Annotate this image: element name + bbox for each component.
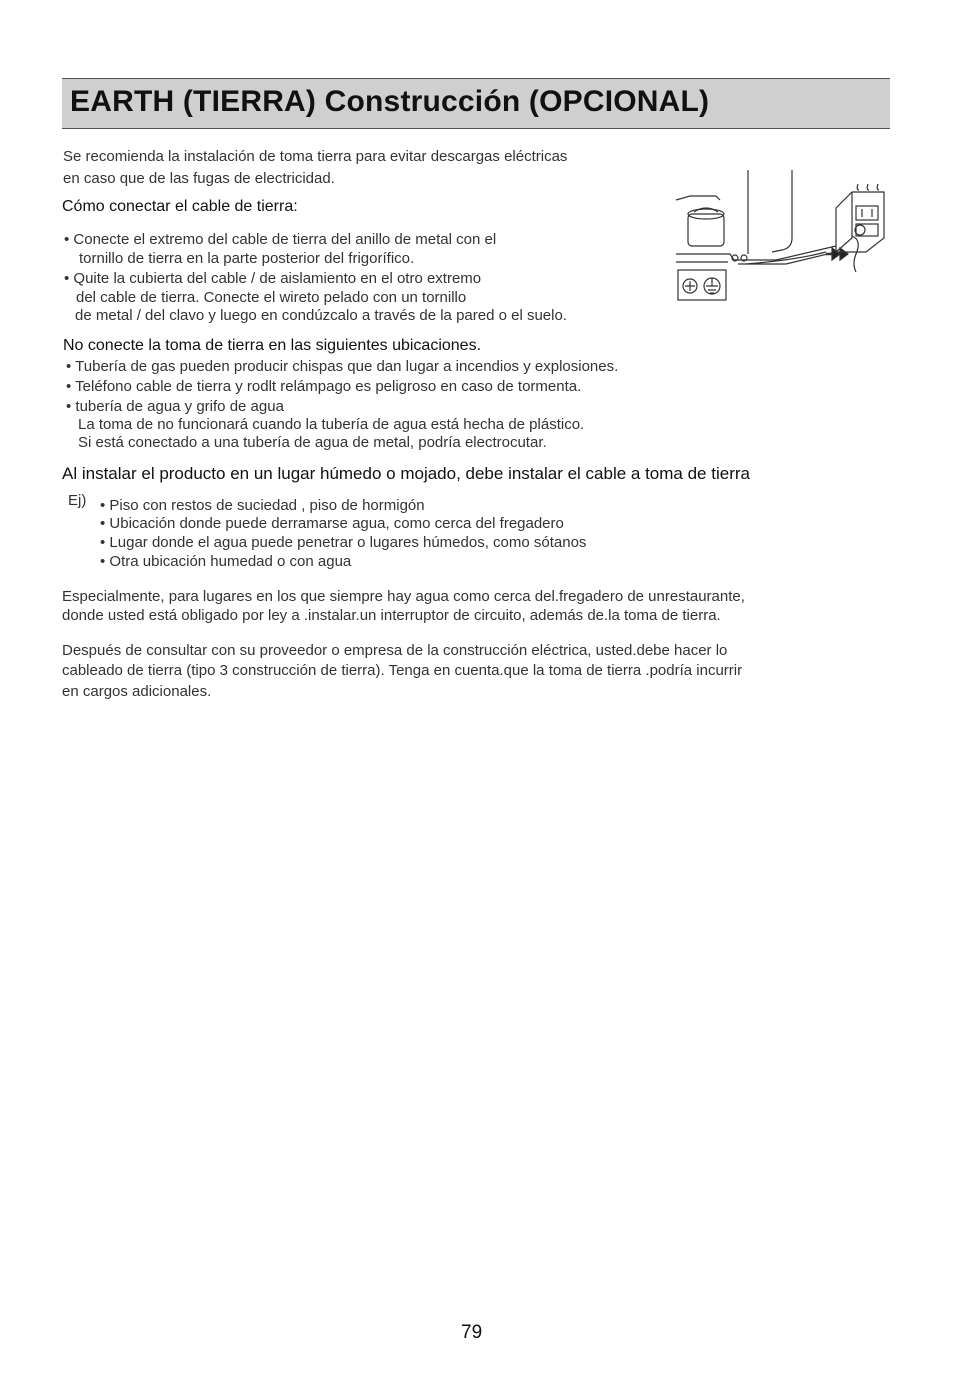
- paragraph-2-line-2: cableado de tierra (tipo 3 construcción de tierra). Tenga en cuenta.que la toma de tierra .podría incurrir: [62, 662, 743, 679]
- no-connect-line-4: La toma de no funcionará cuando la tubería de agua está hecha de plástico.: [78, 416, 585, 433]
- how-to-line-5: de metal / del clavo y luego en condúzcalo a través de la pared o el suelo.: [75, 307, 567, 324]
- page-number: 79: [461, 1322, 483, 1343]
- humid-item-4: • Otra ubicación humedad o con agua: [100, 553, 352, 570]
- paragraph-1-line-2: donde usted está obligado por ley a .instalar.un interruptor de circuito, además de.la toma de tierra.: [62, 607, 721, 624]
- humid-heading: Al instalar el producto en un lugar húmedo o mojado, debe instalar el cable a toma de tierra: [62, 464, 750, 483]
- intro-line-2: en caso que de las fugas de electricidad.: [63, 170, 335, 187]
- no-connect-line-2: • Teléfono cable de tierra y rodlt relámpago es peligroso en caso de tormenta.: [66, 378, 582, 395]
- earth-connection-illustration: [676, 168, 898, 304]
- paragraph-1-line-1: Especialmente, para lugares en los que siempre hay agua como cerca del.fregadero de unrestaurante,: [62, 588, 745, 605]
- page-title: EARTH (TIERRA) Construcción (OPCIONAL): [70, 85, 710, 118]
- earth-terminal-plate: [678, 270, 726, 300]
- humid-item-1: • Piso con restos de suciedad , piso de hormigón: [100, 497, 425, 514]
- humid-item-3: • Lugar donde el agua puede penetrar o lugares húmedos, como sótanos: [100, 534, 587, 551]
- how-to-line-1: • Conecte el extremo del cable de tierra del anillo de metal con el: [64, 231, 497, 248]
- no-connect-heading: No conecte la toma de tierra en las siguientes ubicaciones.: [63, 337, 482, 354]
- no-connect-line-5: Si está conectado a una tubería de agua de metal, podría electrocutar.: [78, 434, 547, 451]
- title-bar: [62, 78, 890, 129]
- no-connect-line-3: • tubería de agua y grifo de agua: [66, 398, 284, 415]
- how-to-heading: Cómo conectar el cable de tierra:: [62, 198, 298, 215]
- how-to-line-2: tornillo de tierra en la parte posterior del frigorífico.: [79, 250, 415, 267]
- paragraph-2-line-3: en cargos adicionales.: [62, 683, 212, 700]
- how-to-line-4: del cable de tierra. Conecte el wireto pelado con un tornillo: [76, 289, 467, 306]
- no-connect-line-1: • Tubería de gas pueden producir chispas que dan lugar a incendios y explosiones.: [66, 358, 619, 375]
- example-label: Ej): [68, 492, 87, 509]
- intro-line-1: Se recomienda la instalación de toma tierra para evitar descargas eléctricas: [63, 148, 568, 165]
- humid-item-2: • Ubicación donde puede derramarse agua, como cerca del fregadero: [100, 515, 564, 532]
- how-to-line-3: • Quite la cubierta del cable / de aislamiento en el otro extremo: [64, 270, 482, 287]
- wall-socket-shape: [836, 192, 884, 252]
- paragraph-2-line-1: Después de consultar con su proveedor o empresa de la construcción eléctrica, usted.debe hacer lo: [62, 642, 728, 659]
